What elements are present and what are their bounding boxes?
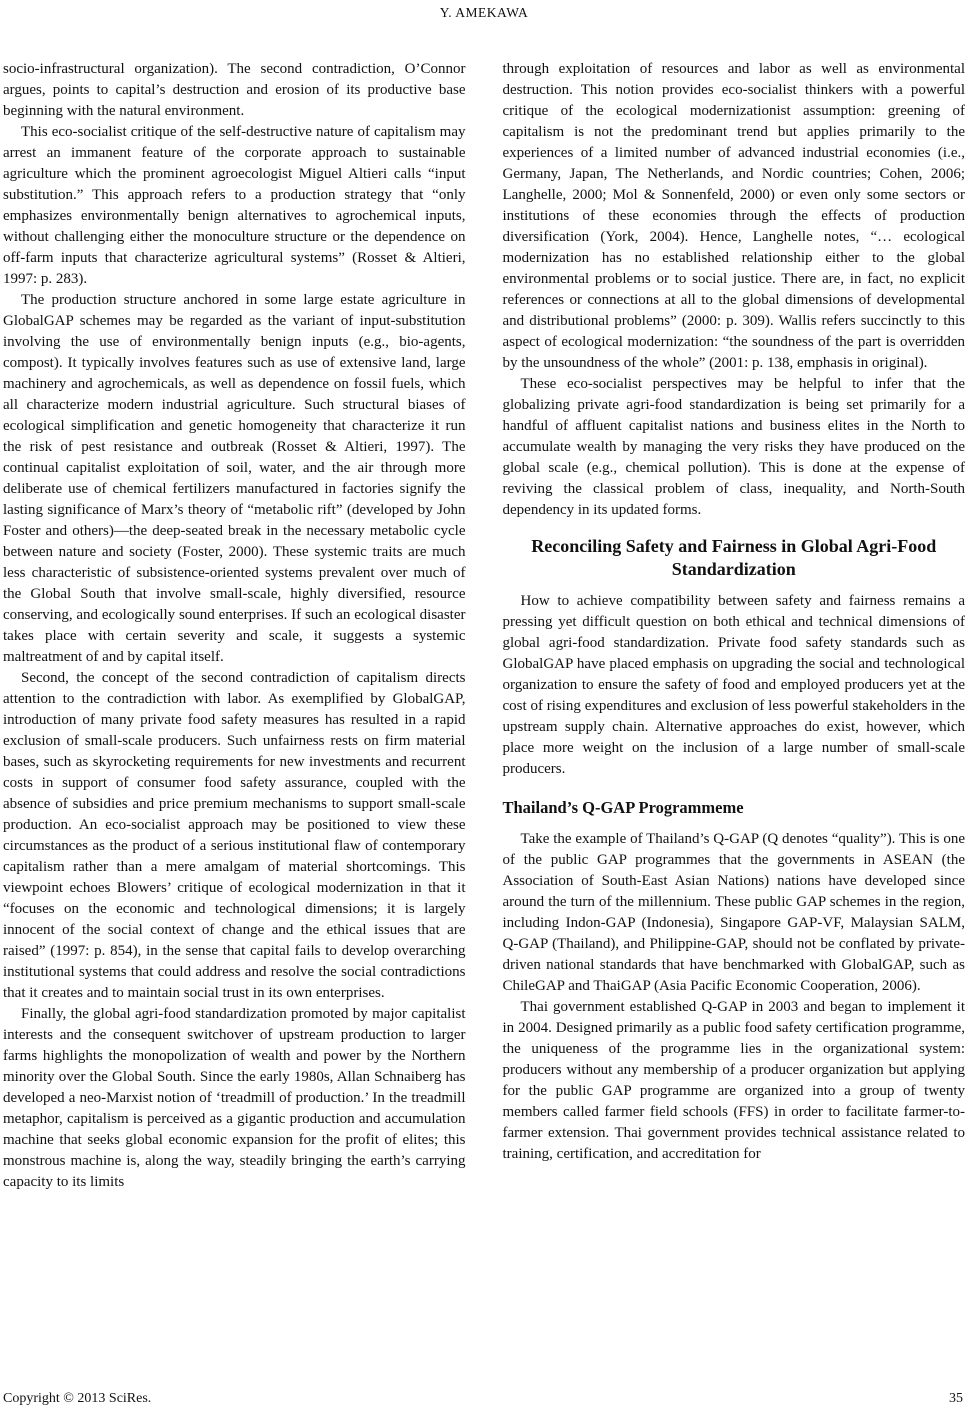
left-column: [3, 59, 466, 1193]
subsection-heading: Thailand’s Q-GAP Programmeme: [502, 798, 744, 817]
paragraph: Take the example of Thailand’s Q-GAP (Q denotes “quality”). This is one of the public GAP programmes that the governments in ASEAN (the Association of South-East Asian Nations) nations have developed since around the turn of the millennium. These public GAP schemes in the region, including Indon-GAP (Indonesia), Singapore GAP-VF, Malaysian SALM, Q-GAP (Thailand), and Philippine-GAP, should not be conflated by private-driven national standards that have benchmarked with GlobalGAP, such as ChileGAP and ThaiGAP (Asia Pacific Economic Cooperation, 2006).: [502, 831, 965, 994]
paragraph: How to achieve compatibility between safety and fairness remains a pressing yet difficult question on both ethical and technical dimensions of global agri-food standardization. Private food safety standards such as GlobalGAP have placed emphasis on upgrading the social and technological organization to ensure the safety of food and employed producers yet at the cost of rising expenditures and exclusion of less powerful stakeholders in the upstream supply chain. Alternative approaches do exist, however, which place more weight on the inclusion of a large number of small-scale producers.: [502, 593, 965, 777]
paragraph: Finally, the global agri-food standardization promoted by major capitalist interests and the consequent switchover of upstream production to larger farms highlights the monopolization of wealth and power by the Northern minority over the Global South. Since the early 1980s, Allan Schnaiberg has developed a neo-Marxist notion of ‘treadmill of production.’ In the treadmill metaphor, capitalism is perceived as a gigantic production and accumulation machine that seeks global economic expansion for the profit of elites; this monstrous machine is, along the way, steadily bringing the earth’s carrying capacity to its limits: [3, 1006, 466, 1190]
body-columns: [3, 59, 965, 1193]
paragraph: This eco-socialist critique of the self-destructive nature of capitalism may arrest an immanent feature of the corporate approach to sustainable agriculture which the prominent agroecologist Miguel Altieri calls “input substitution.” This approach refers to a production strategy that “only emphasizes environmentally benign alternatives to agrochemical inputs, without challenging either the monoculture structure or the dependence on off-farm inputs that characterize agricultural systems” (Rosset & Altieri, 1997: p. 283).: [3, 124, 466, 287]
section-heading: Reconciling Safety and Fairness in Global Agri-Food Standardization: [531, 536, 937, 579]
right-column: [503, 59, 966, 1193]
running-head: Y. AMEKAWA: [439, 5, 529, 20]
paragraph: The production structure anchored in some large estate agriculture in GlobalGAP schemes may be regarded as the variant of input-substitution involving the use of environmentally benign inputs (e.g., bio-agents, compost). It typically involves features such as use of extensive land, large machinery and agrochemicals, as well as dependence on fossil fuels, which all characterize modern industrial agriculture. Such structural biases of ecological simplification and genetic homogeneity that characterize it run the risk of pest resistance and outbreak (Rosset & Altieri, 1997). The continual capitalist exploitation of soil, water, and the air through more deliberate use of chemical fertilizers manufactured in factories signify the lasting significance of Marx’s theory of “metabolic rift” (developed by John Foster and others)—the deep-seated break in the necessary metabolic cycle between nature and society (Foster, 2000). These systemic traits are much less characteristic of subsistence-oriented systems prevalent over much of the Global South that involve small-scale, highly diversified, resource conserving, and ecologically sound enterprises. If such an ecological disaster takes place with certain severity and scale, it suggests a systemic maltreatment of and by capital itself.: [3, 292, 466, 665]
paragraph: Second, the concept of the second contradiction of capitalism directs attention to the contradiction with labor. As exemplified by GlobalGAP, introduction of many private food safety measures has resulted in a rapid exclusion of small-scale producers. Such unfairness rests on firm material bases, such as skyrocketing requirements for new investments and recurrent costs in support of consumer food safety assurance, coupled with the absence of subsidies and price premium mechanisms to support small-scale production. An eco-socialist approach may be positioned to view these circumstances as the product of a serious institutional flaw of contemporary capitalism rather than a mere amalgam of material shortcomings. This viewpoint echoes Blowers’ critique of ecological modernization in that it “focuses on the economic and technological dimensions; it is largely innocent of the social context of change and the ethical issues that are raised” (1997: p. 854), in the sense that capital fails to develop overarching institutional systems that could address and resolve the social contradictions that it creates and to maintain social trust in its own enterprises.: [3, 670, 466, 1001]
paragraph: Thai government established Q-GAP in 2003 and began to implement it in 2004. Designed primarily as a public food safety certification programme, the uniqueness of the programme lies in the organizational system: producers without any membership of a producer organization but applying for the public GAP programme are organized into a group of twenty members called farmer field schools (FFS) in order to facilitate farmer-to-farmer extension. Thai government provides technical assistance related to training, certification, and accreditation for: [502, 999, 965, 1162]
paragraph: These eco-socialist perspectives may be helpful to infer that the globalizing private agri-food standardization is being set primarily for a handful of affluent capitalist nations and business elites in the North to accumulate wealth by managing the very risks they have produced on the global scale (e.g., chemical pollution). This is done at the expense of reviving the classical problem of class, inequality, and North-South dependency in its updated forms.: [502, 376, 965, 518]
page-number: 35: [949, 1391, 963, 1406]
copyright-notice: Copyright © 2013 SciRes.: [3, 1391, 152, 1406]
paragraph: socio-infrastructural organization). The second contradiction, O’Connor argues, points to capital’s destruction and erosion of its productive base beginning with the natural environment.: [3, 61, 466, 119]
footer: [3, 1390, 963, 1408]
paragraph: through exploitation of resources and labor as well as environmental destruction. This notion provides eco-socialist thinkers with a powerful critique of the ecological modernizationist assumption: greening of capitalism is not the predominant trend but applies primarily to the experiences of a limited number of advanced industrial economies (i.e., Germany, Japan, The Netherlands, and Nordic countries; Cohen, 2006; Langhelle, 2000; Mol & Sonnenfeld, 2000) or even only some sectors or institutions of these economies through the effects of production diversification (York, 2004). Hence, Langhelle notes, “… ecological modernization has no established relationship either to the global environmental problems or to social justice. There are, in fact, no explicit references or connections at all to the global dimensions of developmental and distributional problems” (2000: p. 309). Wallis refers succinctly to this aspect of ecological modernization: “the soundness of the part is overridden by the unsoundness of the whole” (2001: p. 138, emphasis in original).: [502, 61, 965, 371]
